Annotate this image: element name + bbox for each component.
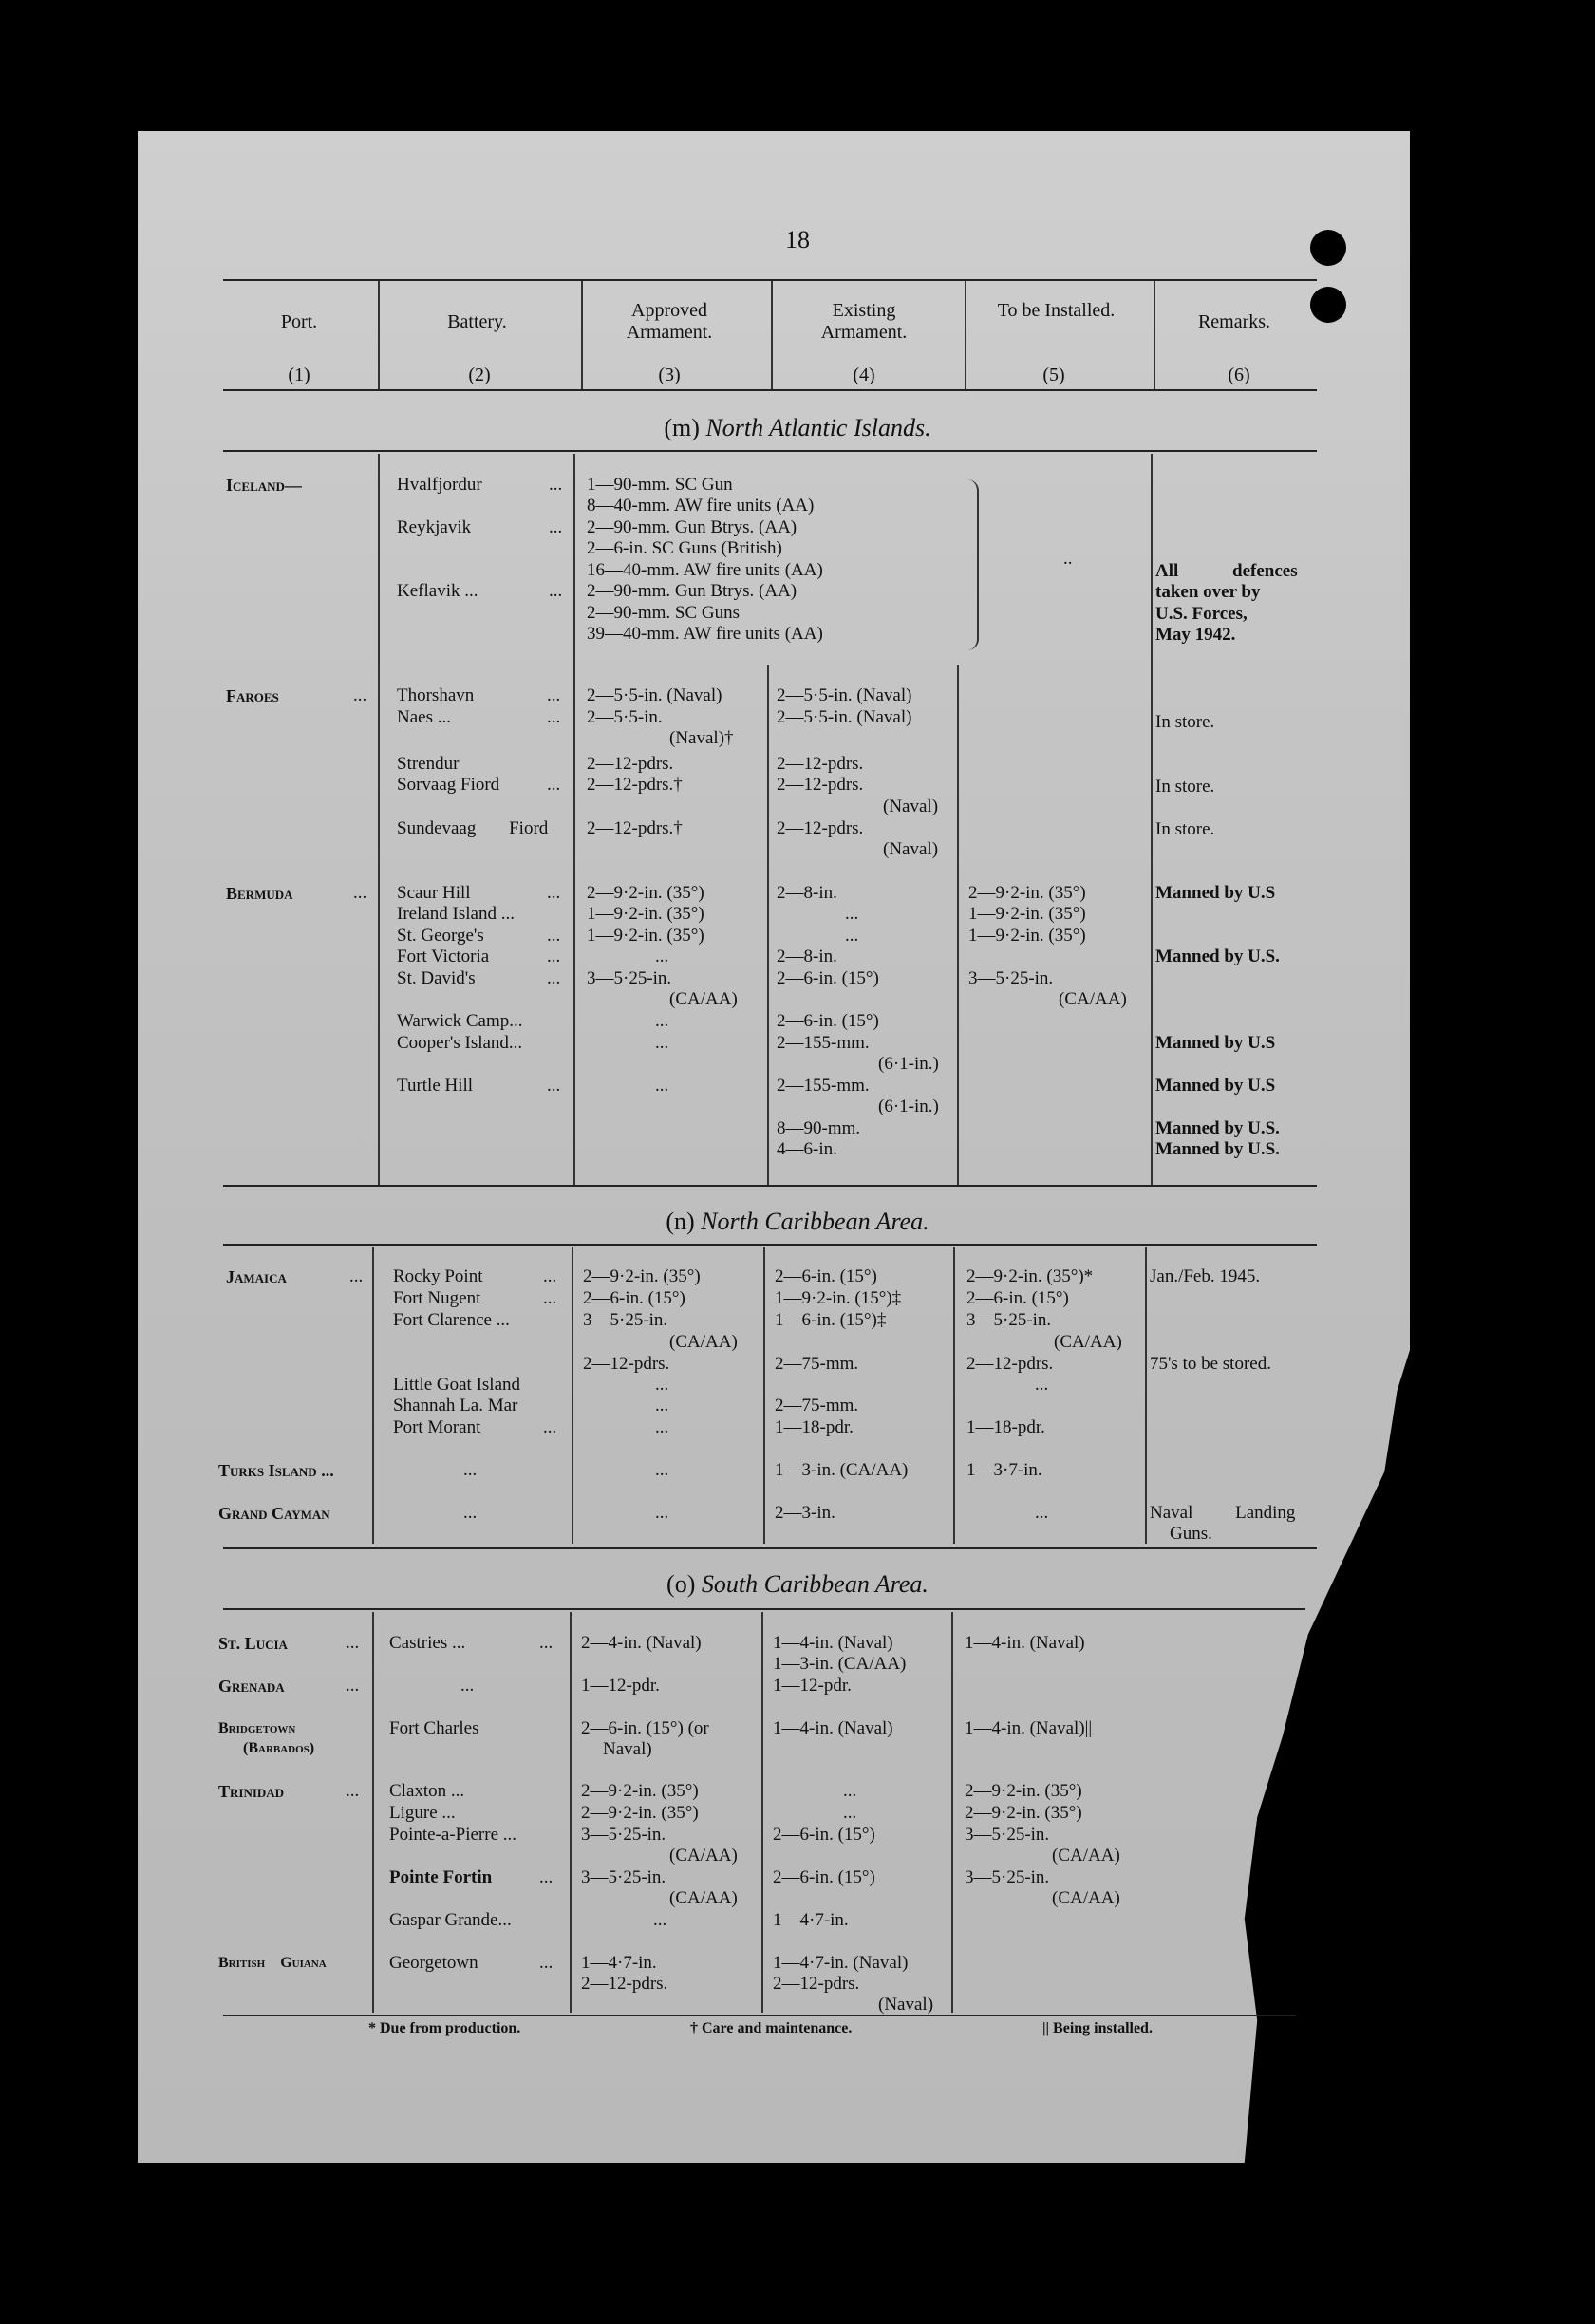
approved-line: 2—12-pdrs.† bbox=[587, 818, 683, 838]
existing-line: 2—155-mm. bbox=[777, 1076, 870, 1096]
column-divider bbox=[570, 1612, 572, 2013]
port-dots: ... bbox=[346, 1676, 360, 1696]
port-grenada: Grenada bbox=[218, 1677, 285, 1696]
remark-line: Manned by U.S. bbox=[1155, 1118, 1280, 1138]
install-dots: .. bbox=[1063, 549, 1073, 569]
battery-dots: ... bbox=[547, 707, 561, 727]
existing-line: (Naval) bbox=[883, 797, 939, 816]
approved-line: 3—5·25-in. bbox=[581, 1867, 666, 1887]
existing-line: 2—75-mm. bbox=[775, 1396, 859, 1415]
remark-line: 75's to be stored. bbox=[1150, 1354, 1271, 1374]
section-name: North Atlantic Islands. bbox=[705, 414, 931, 441]
install-line: 2—6-in. (15°) bbox=[966, 1288, 1069, 1308]
approved-line: 2—5·5-in. (Naval) bbox=[587, 685, 722, 705]
battery-dots: ... bbox=[543, 1288, 557, 1308]
header-divider bbox=[581, 281, 583, 389]
existing-line: 4—6-in. bbox=[777, 1139, 837, 1159]
header-num-1: (1) bbox=[288, 365, 310, 385]
battery-ireland-island: Ireland Island ... bbox=[397, 904, 515, 924]
port-bridgetown: Bridgetown bbox=[218, 1720, 296, 1736]
port-dots: ... bbox=[349, 1266, 364, 1286]
battery-dots: ... bbox=[549, 475, 563, 495]
battery-scaur-hill: Scaur Hill bbox=[397, 883, 471, 903]
battery-dots: ... bbox=[549, 517, 563, 537]
approved-line: 2—12-pdrs. bbox=[581, 1974, 668, 1994]
battery-strendur: Strendur bbox=[397, 754, 460, 774]
battery-warwick-camp: Warwick Camp... bbox=[397, 1011, 523, 1031]
remark-line: Jan./Feb. 1945. bbox=[1150, 1266, 1261, 1286]
port-bermuda: Bermuda bbox=[226, 884, 293, 903]
existing-line: 2—5·5-in. (Naval) bbox=[777, 707, 912, 727]
install-line: 1—9·2-in. (35°) bbox=[968, 904, 1086, 924]
battery-claxton: Claxton ... bbox=[389, 1781, 465, 1801]
install-line: 2—9·2-in. (35°)* bbox=[966, 1266, 1094, 1286]
battery-georgetown: Georgetown bbox=[389, 1953, 478, 1973]
remark-line: In store. bbox=[1155, 712, 1215, 732]
existing-line: 2—3-in. bbox=[775, 1503, 835, 1523]
battery-reykjavik: Reykjavik bbox=[397, 517, 472, 537]
battery-dots: ... bbox=[547, 685, 561, 705]
column-divider bbox=[767, 665, 769, 1185]
battery-dots: ... bbox=[547, 775, 561, 795]
battery-port-morant: Port Morant bbox=[393, 1417, 481, 1437]
column-divider bbox=[761, 1612, 763, 2013]
approved-line: 8—40-mm. AW fire units (AA) bbox=[587, 496, 815, 515]
grouping-brace bbox=[964, 479, 979, 650]
existing-line: 1—6-in. (15°)‡ bbox=[775, 1310, 887, 1330]
footnote-care-and-maintenance: † Care and maintenance. bbox=[690, 2020, 853, 2036]
existing-line: 2—12-pdrs. bbox=[777, 775, 864, 795]
column-divider bbox=[953, 1247, 955, 1544]
install-line: (CA/AA) bbox=[1052, 1888, 1120, 1908]
approved-line: ... bbox=[655, 1076, 669, 1096]
battery-dots: ... bbox=[460, 1676, 475, 1696]
approved-line: (CA/AA) bbox=[669, 1888, 738, 1908]
approved-line: 2—90-mm. SC Guns bbox=[587, 603, 740, 623]
existing-line: 2—8-in. bbox=[777, 946, 837, 966]
column-divider bbox=[372, 1247, 374, 1544]
existing-line: 1—18-pdr. bbox=[775, 1417, 854, 1437]
column-divider bbox=[573, 454, 575, 1185]
approved-line: 2—6-in. (15°) (or bbox=[581, 1718, 709, 1738]
port-st-lucia: St. Lucia bbox=[218, 1634, 288, 1653]
footnote-due-from-production: * Due from production. bbox=[368, 2020, 521, 2036]
battery-dots: ... bbox=[539, 1953, 554, 1973]
approved-line: ... bbox=[655, 1460, 669, 1480]
approved-line: 39—40-mm. AW fire units (AA) bbox=[587, 624, 823, 644]
install-line: 1—4-in. (Naval)|| bbox=[965, 1718, 1093, 1738]
approved-line: 2—5·5-in. bbox=[587, 707, 663, 727]
battery-dots: ... bbox=[547, 1076, 561, 1096]
existing-line: ... bbox=[843, 1803, 857, 1823]
approved-line: (Naval)† bbox=[669, 728, 734, 748]
section-letter: (o) bbox=[666, 1570, 696, 1598]
port-dots: ... bbox=[346, 1633, 360, 1653]
approved-line: 2—4-in. (Naval) bbox=[581, 1633, 702, 1653]
existing-line: 1—3-in. (CA/AA) bbox=[773, 1654, 907, 1674]
battery-gaspar-grande: Gaspar Grande... bbox=[389, 1910, 512, 1930]
install-line: 3—5·25-in. bbox=[968, 968, 1054, 988]
approved-line: 3—5·25-in. bbox=[587, 968, 672, 988]
header-divider bbox=[378, 281, 380, 389]
approved-line: 1—9·2-in. (35°) bbox=[587, 926, 704, 946]
remark-line: Manned by U.S bbox=[1155, 1076, 1276, 1096]
battery-turtle-hill: Turtle Hill bbox=[397, 1076, 474, 1096]
remark-line: In store. bbox=[1155, 777, 1215, 797]
section-rule bbox=[223, 1547, 1317, 1549]
existing-line: 2—12-pdrs. bbox=[773, 1974, 860, 1994]
header-num-6: (6) bbox=[1228, 365, 1250, 385]
approved-line: 1—9·2-in. (35°) bbox=[587, 904, 704, 924]
header-divider bbox=[965, 281, 966, 389]
install-line: 1—3·7-in. bbox=[966, 1460, 1042, 1480]
existing-line: ... bbox=[845, 904, 859, 924]
approved-line: (CA/AA) bbox=[669, 1332, 738, 1352]
header-num-5: (5) bbox=[1042, 365, 1065, 385]
port-grand-cayman: Grand Cayman bbox=[218, 1504, 330, 1523]
battery-coopers-island: Cooper's Island... bbox=[397, 1033, 523, 1053]
install-line: 2—9·2-in. (35°) bbox=[965, 1803, 1082, 1823]
approved-line: ... bbox=[653, 1910, 667, 1930]
remark-line: taken over by bbox=[1155, 582, 1261, 602]
approved-line: 3—5·25-in. bbox=[583, 1310, 668, 1330]
port-dots: ... bbox=[353, 685, 367, 705]
approved-line: (CA/AA) bbox=[669, 989, 738, 1009]
install-line: ... bbox=[1035, 1503, 1049, 1523]
install-line: (CA/AA) bbox=[1059, 989, 1127, 1009]
approved-line: 2—9·2-in. (35°) bbox=[583, 1266, 701, 1286]
column-divider bbox=[1145, 1247, 1147, 1544]
approved-line: ... bbox=[655, 1503, 669, 1523]
battery-pointe-fortin: Pointe Fortin bbox=[389, 1867, 493, 1887]
remark-line: U.S. Forces, bbox=[1155, 604, 1248, 624]
remark-line: May 1942. bbox=[1155, 625, 1236, 645]
install-line: 2—9·2-in. (35°) bbox=[965, 1781, 1082, 1801]
port-faroes: Faroes bbox=[226, 686, 279, 705]
remark-line: Manned by U.S bbox=[1155, 883, 1276, 903]
existing-line: 2—6-in. (15°) bbox=[773, 1825, 875, 1845]
existing-line: ... bbox=[845, 926, 859, 946]
approved-line: 3—5·25-in. bbox=[581, 1825, 666, 1845]
section-name: North Caribbean Area. bbox=[701, 1208, 929, 1235]
battery-ligure: Ligure ... bbox=[389, 1803, 456, 1823]
approved-line: 2—9·2-in. (35°) bbox=[581, 1781, 699, 1801]
existing-line: (6·1-in.) bbox=[878, 1054, 939, 1074]
remark-line: All defences bbox=[1155, 561, 1298, 581]
section-rule bbox=[223, 1244, 1317, 1246]
approved-line: 2—12-pdrs.† bbox=[587, 775, 683, 795]
existing-line: 2—75-mm. bbox=[775, 1354, 859, 1374]
install-line: 3—5·25-in. bbox=[965, 1867, 1050, 1887]
section-letter: (m) bbox=[664, 414, 700, 441]
header-num-3: (3) bbox=[658, 365, 681, 385]
battery-dots: ... bbox=[547, 968, 561, 988]
existing-line: 1—4·7-in. bbox=[773, 1910, 849, 1930]
install-line: 1—4-in. (Naval) bbox=[965, 1633, 1085, 1653]
approved-line: ... bbox=[655, 1417, 669, 1437]
battery-st-davids: St. David's bbox=[397, 968, 476, 988]
install-line: ... bbox=[1035, 1375, 1049, 1395]
approved-line: 2—6-in. (15°) bbox=[583, 1288, 685, 1308]
install-line: 2—12-pdrs. bbox=[966, 1354, 1054, 1374]
battery-fort-victoria: Fort Victoria bbox=[397, 946, 490, 966]
existing-line: 1—12-pdr. bbox=[773, 1676, 852, 1696]
install-line: 1—9·2-in. (35°) bbox=[968, 926, 1086, 946]
approved-line: ... bbox=[655, 946, 669, 966]
battery-sorvaag: Sorvaag Fiord bbox=[397, 775, 500, 795]
battery-sundevaag: Sundevaag Fiord bbox=[397, 818, 549, 838]
battery-shannah-la-mar: Shannah La. Mar bbox=[393, 1396, 518, 1415]
port-dots: ... bbox=[353, 883, 367, 903]
header-divider bbox=[1154, 281, 1155, 389]
battery-castries: Castries ... bbox=[389, 1633, 466, 1653]
approved-line: 2—6-in. SC Guns (British) bbox=[587, 538, 782, 558]
column-divider bbox=[372, 1612, 374, 2013]
existing-line: 2—155-mm. bbox=[777, 1033, 870, 1053]
section-letter: (n) bbox=[666, 1208, 695, 1235]
header-num-4: (4) bbox=[853, 365, 875, 385]
approved-line: 16—40-mm. AW fire units (AA) bbox=[587, 560, 823, 580]
battery-dots: ... bbox=[549, 581, 563, 601]
header-divider bbox=[771, 281, 773, 389]
existing-line: 1—4·7-in. (Naval) bbox=[773, 1953, 909, 1973]
existing-line: 1—9·2-in. (15°)‡ bbox=[775, 1288, 902, 1308]
battery-fort-clarence: Fort Clarence ... bbox=[393, 1310, 510, 1330]
install-line: 3—5·25-in. bbox=[965, 1825, 1050, 1845]
install-line: 3—5·25-in. bbox=[966, 1310, 1052, 1330]
column-divider bbox=[951, 1612, 953, 2013]
existing-line: 2—6-in. (15°) bbox=[777, 968, 879, 988]
approved-line: ... bbox=[655, 1033, 669, 1053]
install-line: (CA/AA) bbox=[1052, 1846, 1120, 1865]
existing-line: 2—5·5-in. (Naval) bbox=[777, 685, 912, 705]
battery-fort-charles: Fort Charles bbox=[389, 1718, 479, 1738]
battery-naes: Naes ... bbox=[397, 707, 451, 727]
remark-line: Naval Landing bbox=[1150, 1503, 1296, 1523]
existing-line: (6·1-in.) bbox=[878, 1096, 939, 1116]
approved-line: 2—12-pdrs. bbox=[583, 1354, 670, 1374]
battery-little-goat-island: Little Goat Island bbox=[393, 1375, 521, 1395]
existing-line: 2—12-pdrs. bbox=[777, 754, 864, 774]
existing-line: (Naval) bbox=[878, 1995, 934, 2015]
port-barbados: (Barbados) bbox=[243, 1740, 315, 1756]
section-rule bbox=[223, 1608, 1305, 1610]
battery-keflavik: Keflavik ... bbox=[397, 581, 478, 601]
port-trinidad: Trinidad bbox=[218, 1782, 285, 1801]
existing-line: 2—6-in. (15°) bbox=[777, 1011, 879, 1031]
header-battery: Battery. bbox=[447, 311, 507, 332]
section-title-o bbox=[0, 1570, 1595, 1599]
install-line: 2—9·2-in. (35°) bbox=[968, 883, 1086, 903]
battery-dots: ... bbox=[463, 1460, 478, 1480]
approved-line: 2—9·2-in. (35°) bbox=[581, 1803, 699, 1823]
battery-rocky-point: Rocky Point bbox=[393, 1266, 483, 1286]
existing-line: 1—4-in. (Naval) bbox=[773, 1718, 893, 1738]
column-divider bbox=[1151, 454, 1153, 1185]
remark-line: Guns. bbox=[1170, 1524, 1212, 1544]
existing-line: 2—12-pdrs. bbox=[777, 818, 864, 838]
battery-dots: ... bbox=[463, 1503, 478, 1523]
approved-line: 2—90-mm. Gun Btrys. (AA) bbox=[587, 517, 798, 537]
battery-dots: ... bbox=[539, 1867, 554, 1887]
battery-fort-nugent: Fort Nugent bbox=[393, 1288, 481, 1308]
battery-dots: ... bbox=[547, 926, 561, 946]
approved-line: 1—4·7-in. bbox=[581, 1953, 657, 1973]
remark-line: Manned by U.S. bbox=[1155, 946, 1280, 966]
header-install: To be Installed. bbox=[997, 300, 1116, 321]
battery-thorshavn: Thorshavn bbox=[397, 685, 475, 705]
battery-dots: ... bbox=[543, 1417, 557, 1437]
approved-line: 1—12-pdr. bbox=[581, 1676, 660, 1696]
header-bottom-rule bbox=[223, 389, 1317, 391]
existing-line: 2—6-in. (15°) bbox=[773, 1867, 875, 1887]
approved-line: 2—12-pdrs. bbox=[587, 754, 674, 774]
port-dots: ... bbox=[346, 1781, 360, 1801]
column-divider bbox=[763, 1247, 765, 1544]
section-rule bbox=[223, 1185, 1317, 1187]
header-approved: Approved Armament. bbox=[626, 300, 713, 343]
section-rule bbox=[223, 450, 1317, 452]
header-remarks: Remarks. bbox=[1197, 311, 1271, 332]
page-number: 18 bbox=[785, 226, 810, 253]
approved-line: Naval) bbox=[603, 1739, 652, 1759]
existing-line: (Naval) bbox=[883, 839, 939, 859]
column-divider bbox=[572, 1247, 573, 1544]
existing-line: 1—3-in. (CA/AA) bbox=[775, 1460, 909, 1480]
section-title-n bbox=[0, 1208, 1595, 1236]
approved-line: ... bbox=[655, 1011, 669, 1031]
battery-dots: ... bbox=[547, 946, 561, 966]
existing-line: 8—90-mm. bbox=[777, 1118, 861, 1138]
battery-dots: ... bbox=[547, 883, 561, 903]
header-existing: Existing Armament. bbox=[820, 300, 908, 343]
install-line: (CA/AA) bbox=[1054, 1332, 1122, 1352]
existing-line: 2—8-in. bbox=[777, 883, 837, 903]
battery-hvalfjordur: Hvalfjordur bbox=[397, 475, 482, 495]
existing-line: 1—4-in. (Naval) bbox=[773, 1633, 893, 1653]
port-iceland: Iceland— bbox=[226, 476, 302, 495]
approved-line: ... bbox=[655, 1375, 669, 1395]
battery-dots: ... bbox=[539, 1633, 554, 1653]
port-british-guiana: British Guiana bbox=[218, 1955, 327, 1971]
approved-line: 2—90-mm. Gun Btrys. (AA) bbox=[587, 581, 798, 601]
header-port: Port. bbox=[280, 311, 318, 332]
punch-hole-bottom bbox=[1310, 287, 1346, 323]
existing-line: 2—6-in. (15°) bbox=[775, 1266, 877, 1286]
approved-line: (CA/AA) bbox=[669, 1846, 738, 1865]
install-line: 1—18-pdr. bbox=[966, 1417, 1045, 1437]
approved-line: 2—9·2-in. (35°) bbox=[587, 883, 704, 903]
header-num-2: (2) bbox=[468, 365, 491, 385]
footnote-being-installed: || Being installed. bbox=[1042, 2020, 1153, 2036]
remark-line: Manned by U.S bbox=[1155, 1033, 1276, 1053]
column-divider bbox=[957, 665, 959, 1185]
battery-pointe-a-pierre: Pointe-a-Pierre ... bbox=[389, 1825, 517, 1845]
remark-line: In store. bbox=[1155, 819, 1215, 839]
port-jamaica: Jamaica bbox=[226, 1267, 287, 1286]
column-divider bbox=[378, 454, 380, 1185]
table-bottom-rule bbox=[223, 2015, 1296, 2016]
remark-line: Manned by U.S. bbox=[1155, 1139, 1280, 1159]
battery-dots: ... bbox=[543, 1266, 557, 1286]
approved-line: ... bbox=[655, 1396, 669, 1415]
section-title-m bbox=[0, 414, 1595, 442]
section-name: South Caribbean Area. bbox=[701, 1570, 929, 1598]
port-turks-island: Turks Island ... bbox=[218, 1461, 334, 1480]
approved-line: 1—90-mm. SC Gun bbox=[587, 475, 733, 495]
battery-st-georges: St. George's bbox=[397, 926, 484, 946]
existing-line: ... bbox=[843, 1781, 857, 1801]
